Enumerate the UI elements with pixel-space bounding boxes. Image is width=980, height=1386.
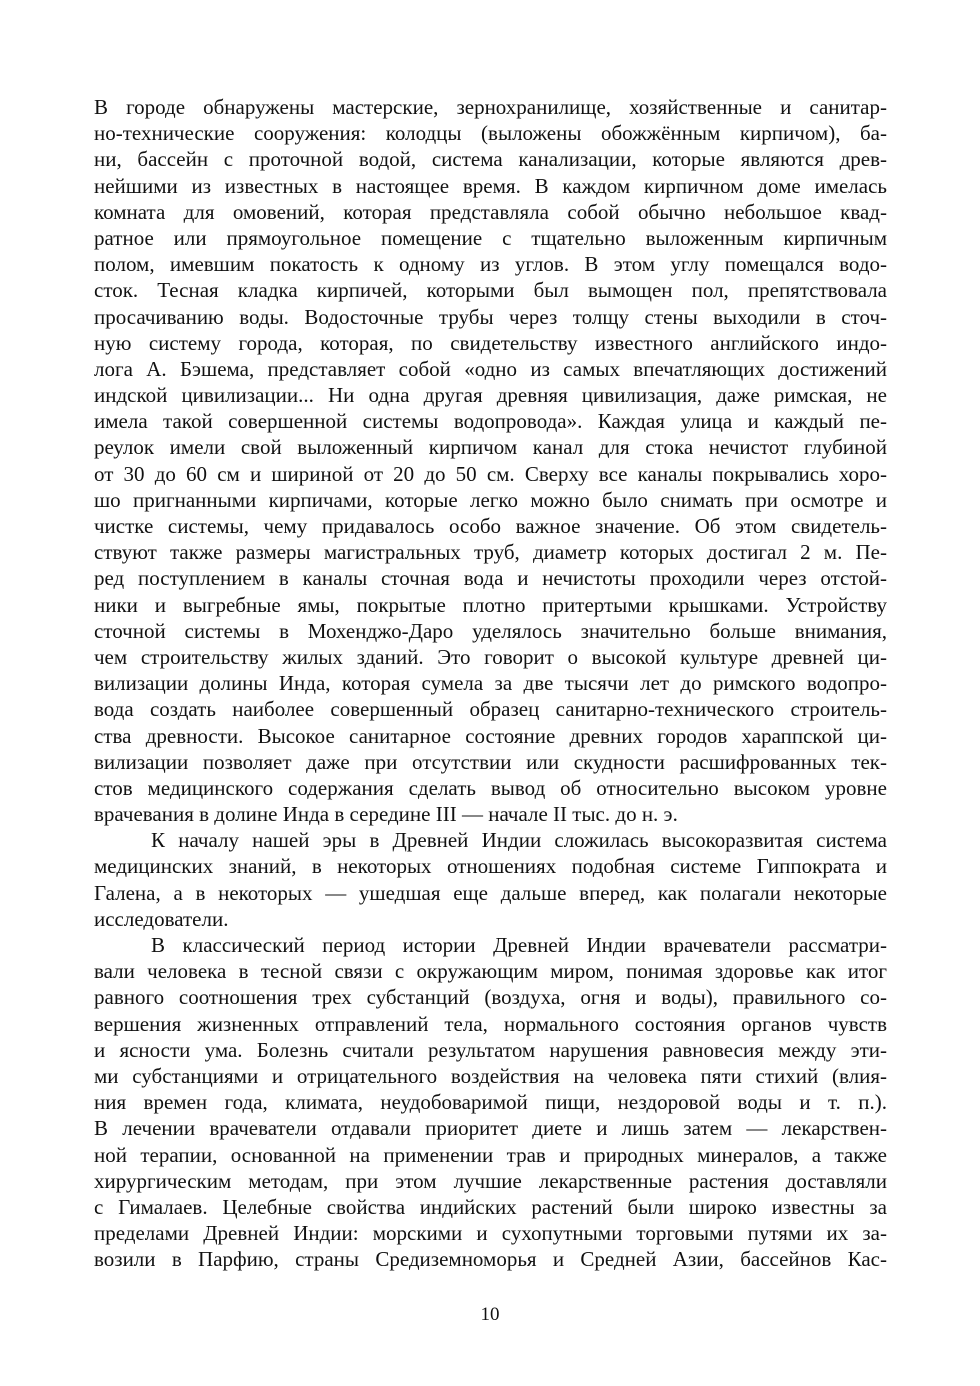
text-line: ствуют также размеры магистральных труб, диаметр которых достигал 2 м. Пе- (94, 540, 887, 565)
text-line: комната для омовений, которая представляла собой обычно небольшое квад- (94, 199, 887, 224)
text-line: индской цивилизации... Ни одна другая древняя цивилизация, даже римская, не (94, 383, 887, 408)
text-line: В лечении врачеватели отдавали приоритет диете и лишь затем — лекарствен- (94, 1116, 887, 1141)
text-line: медицинских знаний, в некоторых отношениях подобная системе Гиппократа и (94, 854, 887, 879)
text-line: вилизации долины Инда, которая сумела за две тысячи лет до римского водопро- (94, 671, 887, 696)
text-line: сточной системы в Мохенджо-Даро уделялось значительно больше внимания, (94, 618, 887, 643)
text-line: от 30 до 60 см и шириной от 20 до 50 см. Сверху все каналы покрывались хоро- (94, 461, 887, 486)
text-line: исследователи. (94, 906, 229, 931)
text-line: нейшими из известных в настоящее время. В каждом кирпичном доме имелась (94, 173, 887, 198)
text-line: хирургическим методам, при этом лучшие лекарственные растения доставляли (94, 1168, 887, 1193)
text-line: ния времен года, климата, неудобоваримой пищи, нездоровой воды и т. п.). (94, 1090, 887, 1115)
text-line: вершения жизненных отправлений тела, нормального состояния органов чувств (94, 1011, 887, 1036)
text-line: вилизации позволяет даже при отсутствии или скудности расшифрованных тек- (94, 749, 887, 774)
text-line: вода создать наиболее совершенный образец санитарно-технического строитель- (94, 697, 887, 722)
text-line: чем строительству жилых зданий. Это говорит о высокой культуре древней ци- (94, 644, 887, 669)
text-line: равного соотношения трех субстанций (воздуха, огня и воды), правильного со- (94, 985, 887, 1010)
page-number: 10 (480, 1304, 500, 1325)
text-line: сток. Тесная кладка кирпичей, которыми был вымощен пол, препятствовала (94, 278, 887, 303)
text-line: К началу нашей эры в Древней Индии сложилась высокоразвитая система (151, 828, 887, 853)
text-line: шо пригнанными кирпичами, которые легко можно было снимать при осмотре и (94, 487, 887, 512)
text-line: чистке системы, чему придавалось особо важное значение. Об этом свидетель- (94, 514, 887, 538)
text-line: но-технические сооружения: колодцы (выложены обожжённым кирпичом), ба- (94, 121, 887, 146)
text-line: врачевания в долине Инда в середине III — начале II тыс. до н. э. (94, 802, 678, 827)
text-line: ни, бассейн с проточной водой, система канализации, которые являются древ- (94, 147, 887, 172)
text-line: просачиванию воды. Водосточные трубы через толщу стены выходили в сточ- (94, 304, 887, 329)
text-line: возили в Парфию, страны Средиземноморья и Средней Азии, бассейнов Кас- (94, 1247, 887, 1272)
body-text (94, 94, 887, 1272)
text-line: В классический период истории Древней Индии врачеватели рассматри- (151, 933, 887, 957)
text-line: ную систему города, которая, по свидетельству известного английского индо- (94, 330, 887, 355)
text-line: ратное или прямоугольное помещение с тщательно выложенным кирпичным (94, 225, 887, 250)
text-line: ной терапии, основанной на применении трав и природных минералов, а также (94, 1142, 887, 1167)
text-line: ми субстанциями и отрицательного воздействия на человека пяти стихий (влия- (94, 1063, 887, 1088)
text-line: ред поступлением в каналы сточная вода и нечистоты проходили через отстой- (94, 566, 887, 591)
text-line: с Гималаев. Целебные свойства индийских растений были широко известны за (94, 1194, 887, 1219)
text-line: реулок имели свой выложенный кирпичом канал для стока нечистот глубиной (94, 435, 887, 460)
text-line: Галена, а в некоторых — ушедшая еще дальше вперед, как полагали некоторые (94, 880, 887, 905)
text-line: полом, имевшим покатость к одному из углов. В этом углу помещался водо- (94, 252, 887, 277)
text-line: В городе обнаружены мастерские, зернохранилище, хозяйственные и санитар- (94, 95, 887, 119)
text-line: лога А. Бэшема, представляет собой «одно из самых впечатляющих достижений (94, 356, 887, 381)
text-line: вали человека в тесной связи с окружающим миром, понимая здоровье как итог (94, 959, 887, 984)
text-line: ства древности. Высокое санитарное состояние древних городов хараппской ци- (94, 723, 887, 748)
text-line: ники и выгребные ямы, покрытые плотно притертыми крышками. Устройству (94, 592, 887, 617)
text-line: пределами Древней Индии: морскими и сухопутными торговыми путями их за- (94, 1221, 887, 1246)
text-line: и ясности ума. Болезнь считали результатом нарушения равновесия между эти- (94, 1037, 887, 1062)
text-line: стов медицинского содержания сделать вывод об относительно высоком уровне (94, 775, 887, 800)
text-line: имела такой совершенной системы водопровода». Каждая улица и каждый пе- (94, 409, 887, 434)
